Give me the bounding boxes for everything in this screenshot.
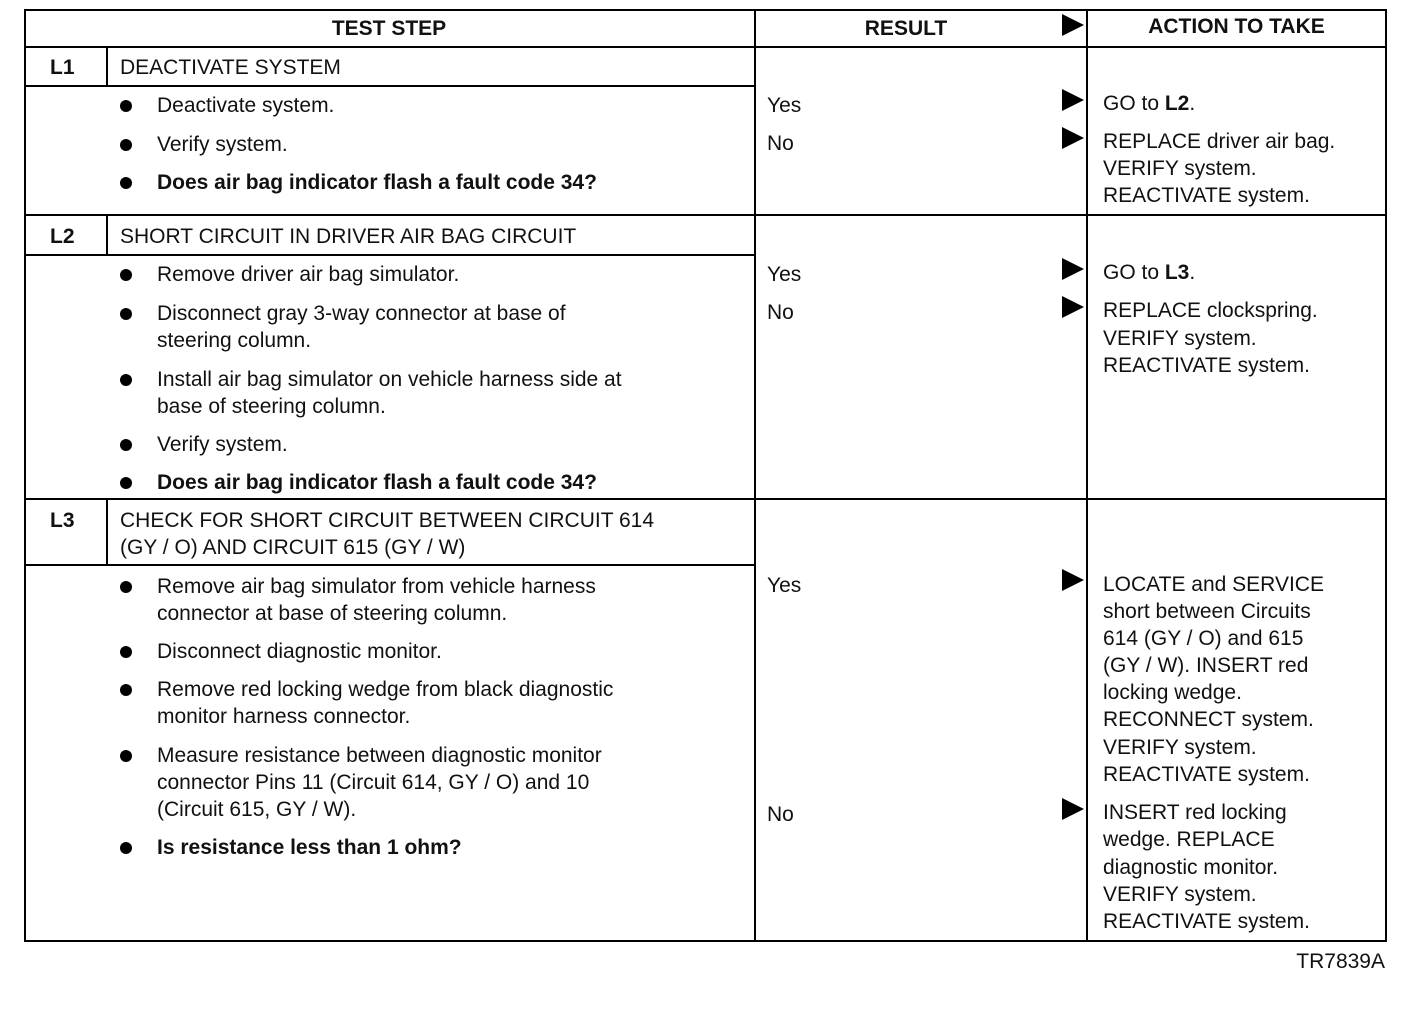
step-id: L3 <box>50 509 75 532</box>
row-divider-l1-l2 <box>24 214 1387 216</box>
header-test-step: TEST STEP <box>331 17 447 40</box>
table-left-border <box>24 9 26 942</box>
action-line: VERIFY system. <box>1103 327 1257 350</box>
l3-id-divider <box>106 498 108 565</box>
l3-title-underline <box>24 564 754 566</box>
l2-id-divider <box>106 214 108 255</box>
action-column-divider <box>1086 9 1088 942</box>
action-goto <box>1103 90 1195 117</box>
table-right-border <box>1385 9 1387 942</box>
action-line: REPLACE driver air bag. <box>1103 130 1336 153</box>
action-line: wedge. REPLACE <box>1103 828 1275 851</box>
header-result: RESULT <box>864 17 948 40</box>
action-step-ref: L2 <box>1164 92 1190 115</box>
bullet-icon <box>120 842 132 854</box>
result-column-divider <box>754 9 756 942</box>
result-no: No <box>767 803 794 826</box>
step-instruction: Remove air bag simulator from vehicle harness <box>157 575 596 598</box>
bullet-icon <box>120 308 132 320</box>
bullet-icon <box>120 100 132 112</box>
action-line: REACTIVATE system. <box>1103 184 1310 207</box>
action-goto <box>1103 259 1195 286</box>
step-question: Does air bag indicator flash a fault code 34? <box>157 471 597 494</box>
result-arrow-icon <box>1062 296 1084 318</box>
result-no: No <box>767 132 794 155</box>
step-instruction: Measure resistance between diagnostic monitor <box>157 744 602 767</box>
action-suffix: . <box>1189 92 1196 115</box>
action-line: 614 (GY / O) and 615 <box>1103 627 1304 650</box>
header-arrow-icon <box>1062 14 1084 36</box>
step-instruction: Remove driver air bag simulator. <box>157 263 460 286</box>
step-instruction: Verify system. <box>157 433 288 456</box>
bullet-icon <box>120 374 132 386</box>
step-instruction: steering column. <box>157 329 312 352</box>
step-instruction: connector Pins 11 (Circuit 614, GY / O) and 10 <box>157 771 590 794</box>
row-divider-l2-l3 <box>24 498 1387 500</box>
action-line: locking wedge. <box>1103 681 1242 704</box>
step-id: L1 <box>50 56 75 79</box>
action-line: VERIFY system. <box>1103 883 1257 906</box>
bullet-icon <box>120 477 132 489</box>
step-instruction: Remove red locking wedge from black diagnostic <box>157 678 614 701</box>
result-arrow-icon <box>1062 89 1084 111</box>
action-prefix: GO to <box>1103 261 1165 284</box>
step-instruction: monitor harness connector. <box>157 705 411 728</box>
bullet-icon <box>120 581 132 593</box>
result-no: No <box>767 301 794 324</box>
action-line: REPLACE clockspring. <box>1103 299 1318 322</box>
result-arrow-icon <box>1062 127 1084 149</box>
step-id: L2 <box>50 225 75 248</box>
l2-title-underline <box>24 254 754 256</box>
action-line: VERIFY system. <box>1103 157 1257 180</box>
l1-id-divider <box>106 46 108 86</box>
result-arrow-icon <box>1062 798 1084 820</box>
step-instruction: Install air bag simulator on vehicle harness side at <box>157 368 622 391</box>
table-top-border <box>24 9 1387 11</box>
action-step-ref: L3 <box>1164 261 1190 284</box>
bullet-icon <box>120 684 132 696</box>
result-arrow-icon <box>1062 258 1084 280</box>
step-instruction: (Circuit 615, GY / W). <box>157 798 357 821</box>
action-line: diagnostic monitor. <box>1103 856 1279 879</box>
header-action: ACTION TO TAKE <box>1148 15 1325 38</box>
l1-title-underline <box>24 85 754 87</box>
bullet-icon <box>120 646 132 658</box>
action-line: (GY / W). INSERT red <box>1103 654 1309 677</box>
action-line: RECONNECT system. <box>1103 708 1314 731</box>
step-title: CHECK FOR SHORT CIRCUIT BETWEEN CIRCUIT 614 <box>120 509 655 532</box>
step-question: Is resistance less than 1 ohm? <box>157 836 462 859</box>
action-line: short between Circuits <box>1103 600 1311 623</box>
step-instruction: Disconnect gray 3-way connector at base of <box>157 302 566 325</box>
bullet-icon <box>120 439 132 451</box>
action-line: INSERT red locking <box>1103 801 1287 824</box>
action-prefix: GO to <box>1103 92 1165 115</box>
step-instruction: Verify system. <box>157 133 288 156</box>
result-arrow-icon <box>1062 569 1084 591</box>
step-title: SHORT CIRCUIT IN DRIVER AIR BAG CIRCUIT <box>120 225 577 248</box>
step-instruction: base of steering column. <box>157 395 386 418</box>
step-instruction: Disconnect diagnostic monitor. <box>157 640 442 663</box>
bullet-icon <box>120 139 132 151</box>
result-yes: Yes <box>767 574 802 597</box>
step-title: DEACTIVATE SYSTEM <box>120 56 341 79</box>
result-yes: Yes <box>767 263 802 286</box>
action-line: LOCATE and SERVICE <box>1103 573 1324 596</box>
result-yes: Yes <box>767 94 802 117</box>
header-bottom-border <box>24 46 1387 48</box>
step-title: (GY / O) AND CIRCUIT 615 (GY / W) <box>120 536 466 559</box>
bullet-icon <box>120 269 132 281</box>
bullet-icon <box>120 750 132 762</box>
action-line: REACTIVATE system. <box>1103 354 1310 377</box>
figure-id: TR7839A <box>1296 950 1385 973</box>
table-bottom-border <box>24 940 1387 942</box>
action-line: VERIFY system. <box>1103 736 1257 759</box>
step-question: Does air bag indicator flash a fault code 34? <box>157 171 597 194</box>
action-suffix: . <box>1189 261 1196 284</box>
action-line: REACTIVATE system. <box>1103 763 1310 786</box>
step-instruction: Deactivate system. <box>157 94 335 117</box>
bullet-icon <box>120 177 132 189</box>
step-instruction: connector at base of steering column. <box>157 602 508 625</box>
action-line: REACTIVATE system. <box>1103 910 1310 933</box>
